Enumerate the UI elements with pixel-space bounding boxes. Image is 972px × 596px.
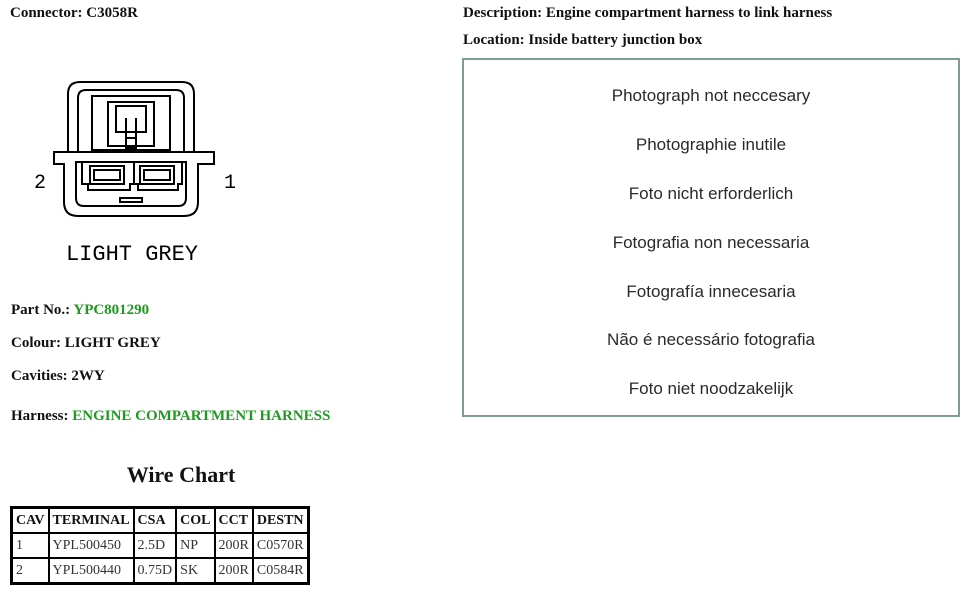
header-destn: DESTN bbox=[253, 508, 308, 534]
colour-value: LIGHT GREY bbox=[64, 335, 161, 351]
photo-notice-italian: Fotografia non necessaria bbox=[612, 233, 810, 252]
cell-col: SK bbox=[176, 558, 214, 584]
table-row bbox=[12, 533, 309, 558]
wire-chart-table bbox=[10, 506, 310, 585]
connector-value: C3058R bbox=[86, 5, 138, 21]
header-terminal: TERMINAL bbox=[49, 508, 134, 534]
harness-label: Harness: bbox=[11, 408, 69, 424]
header-csa: CSA bbox=[134, 508, 177, 534]
header-cav: CAV bbox=[12, 508, 49, 534]
connector-label: Connector: bbox=[10, 5, 83, 21]
description-line bbox=[463, 5, 832, 22]
header-col: COL bbox=[176, 508, 214, 534]
pin-1-label: 1 bbox=[224, 172, 237, 195]
cavities-label: Cavities: bbox=[11, 368, 68, 384]
cavities-line bbox=[11, 368, 105, 385]
cell-cct: 200R bbox=[215, 558, 253, 584]
photo-notice-spanish: Fotografía innecesaria bbox=[626, 282, 796, 301]
part-number-label: Part No.: bbox=[11, 302, 71, 318]
photo-notice-portuguese: Não é necessário fotografia bbox=[607, 330, 815, 349]
photo-placeholder-box bbox=[462, 58, 960, 417]
photo-notice-french: Photographie inutile bbox=[635, 135, 787, 154]
colour-label: Colour: bbox=[11, 335, 61, 351]
location-line bbox=[463, 32, 702, 49]
cell-cav: 1 bbox=[12, 533, 49, 558]
cell-col: NP bbox=[176, 533, 214, 558]
header-cct: CCT bbox=[215, 508, 253, 534]
wire-chart-title: Wire Chart bbox=[126, 462, 236, 487]
location-value: Inside battery junction box bbox=[528, 32, 703, 48]
pin-2-label: 2 bbox=[34, 172, 47, 195]
cell-destn: C0570R bbox=[253, 533, 308, 558]
cell-csa: 0.75D bbox=[134, 558, 177, 584]
cell-terminal: YPL500450 bbox=[49, 533, 134, 558]
photo-notice-german: Foto nicht erforderlich bbox=[628, 184, 794, 203]
part-number-link[interactable]: YPC801290 bbox=[73, 302, 150, 318]
cavities-value: 2WY bbox=[71, 368, 105, 384]
part-number-line bbox=[11, 302, 149, 319]
cell-cct: 200R bbox=[215, 533, 253, 558]
location-label: Location: bbox=[463, 32, 525, 48]
cell-csa: 2.5D bbox=[134, 533, 177, 558]
table-header-row bbox=[12, 508, 309, 534]
table-row bbox=[12, 558, 309, 584]
connector-line bbox=[10, 5, 138, 22]
cell-destn: C0584R bbox=[253, 558, 308, 584]
connector-outline bbox=[54, 82, 214, 216]
diagram-caption: LIGHT GREY bbox=[65, 242, 199, 267]
photo-notice-english: Photograph not neccesary bbox=[611, 86, 811, 105]
description-value: Engine compartment harness to link harness bbox=[545, 5, 833, 21]
harness-link[interactable]: ENGINE COMPARTMENT HARNESS bbox=[72, 408, 331, 424]
harness-line bbox=[11, 408, 330, 425]
photo-notice-dutch: Foto niet noodzakelijk bbox=[628, 379, 794, 398]
colour-line bbox=[11, 335, 161, 352]
cell-terminal: YPL500440 bbox=[49, 558, 134, 584]
description-label: Description: bbox=[463, 5, 543, 21]
connector-face-diagram bbox=[24, 76, 240, 272]
cell-cav: 2 bbox=[12, 558, 49, 584]
